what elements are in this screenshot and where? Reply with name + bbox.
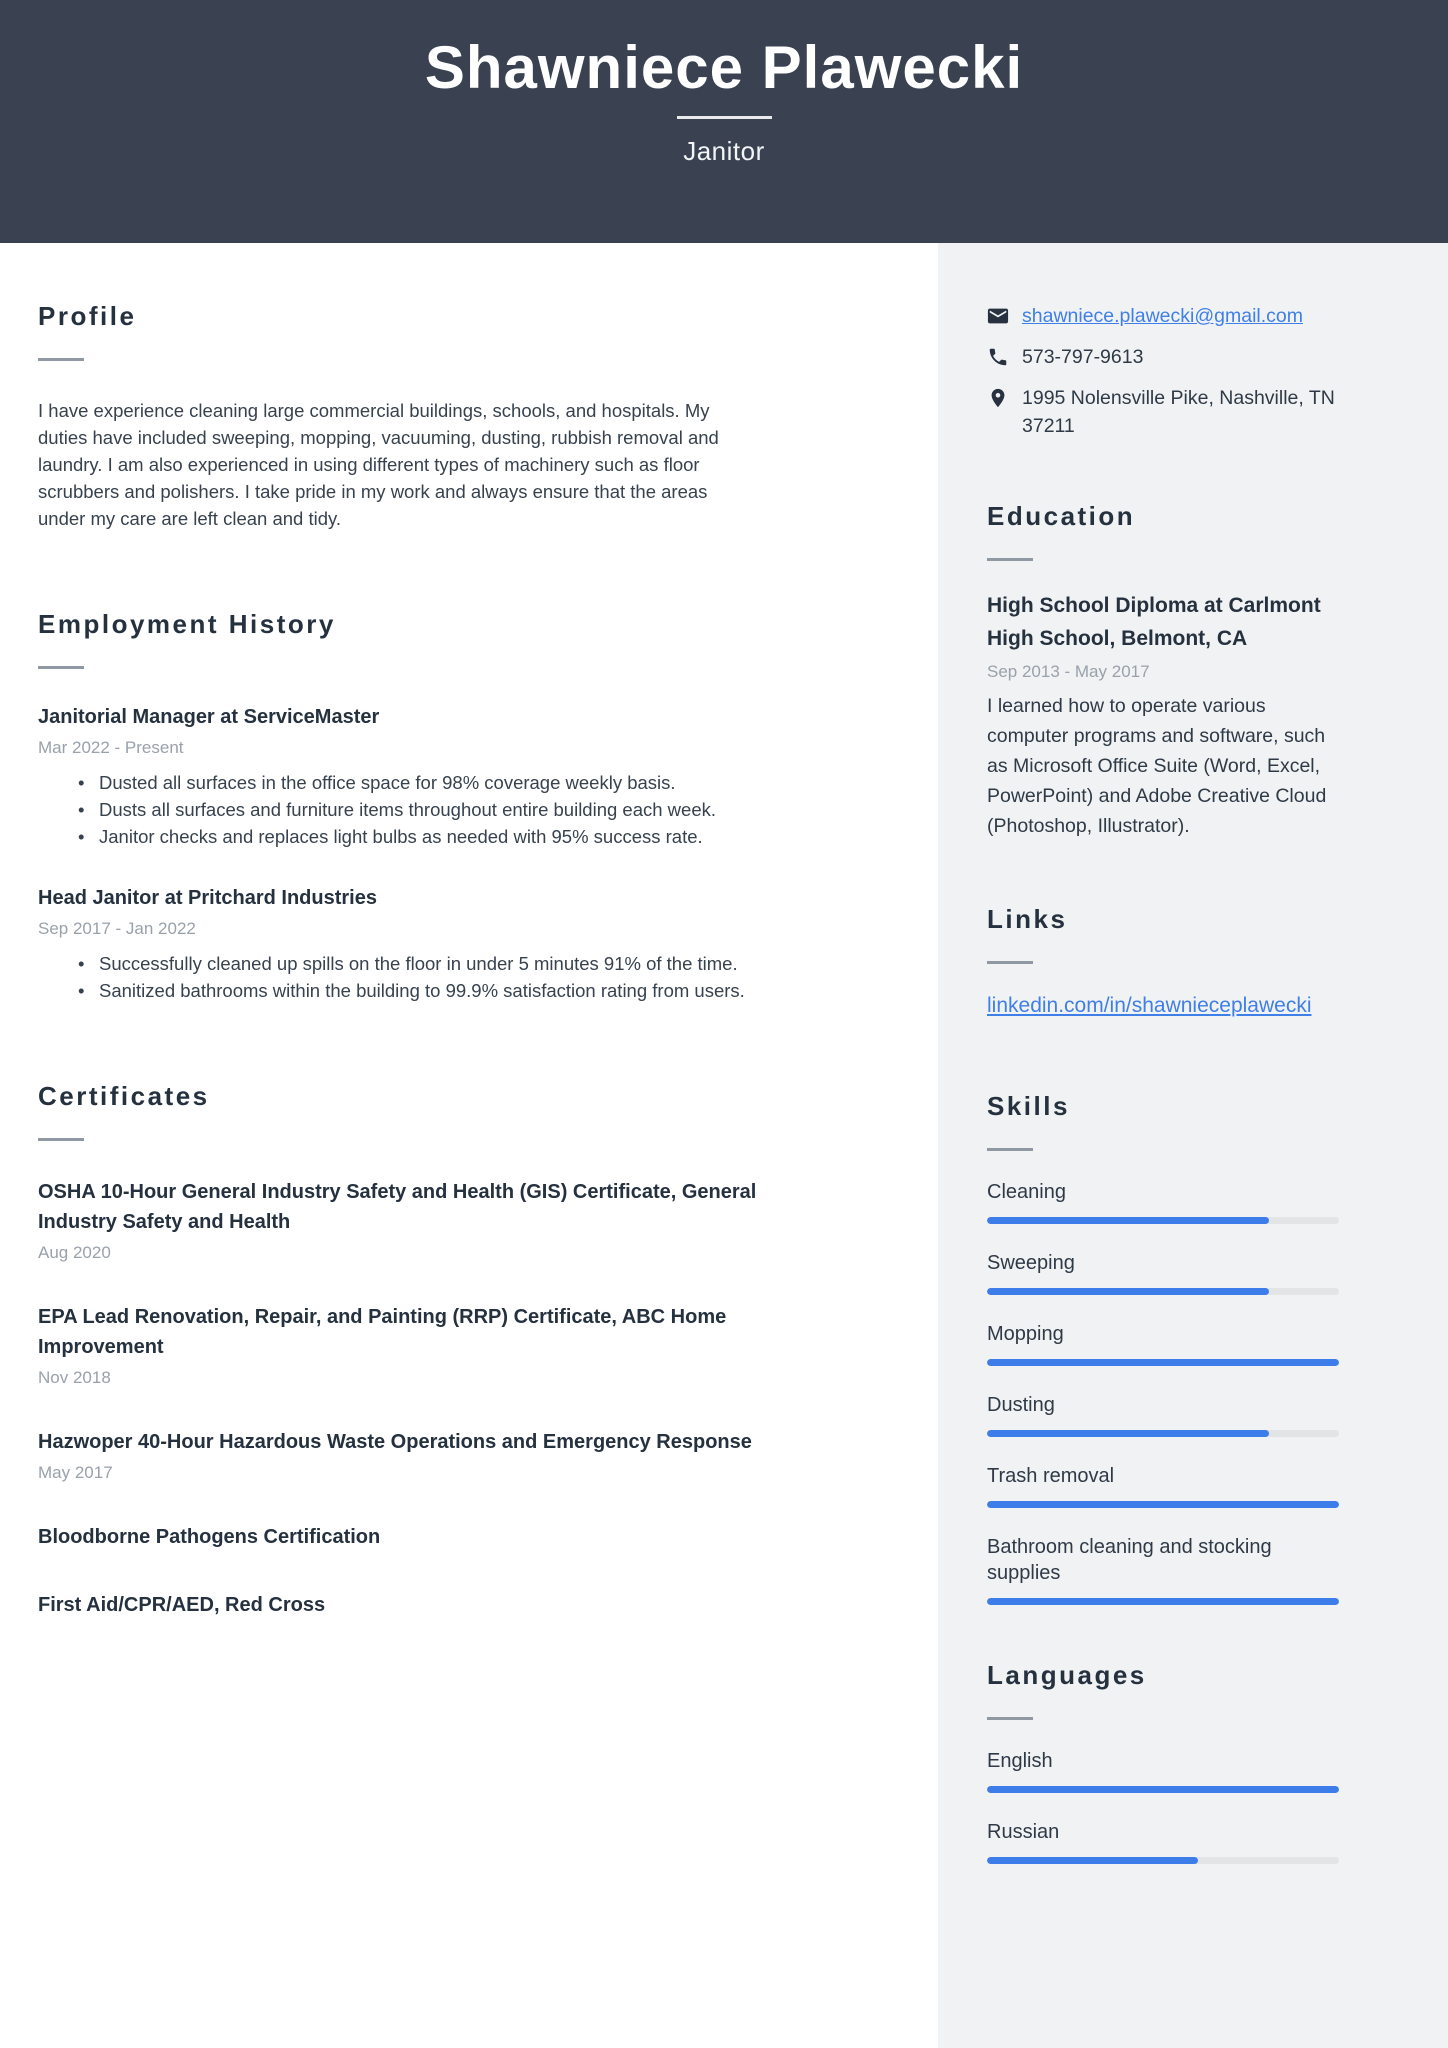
language-bar-fill — [987, 1786, 1339, 1793]
contact-block — [987, 302, 1339, 440]
language-name: Russian — [987, 1821, 1060, 1843]
section-divider — [987, 961, 1033, 964]
skills-section — [987, 1090, 1339, 1605]
language-item — [987, 1748, 1339, 1793]
job-title: Head Janitor at Pritchard Industries — [38, 887, 377, 909]
skill-bar — [987, 1430, 1339, 1437]
person-job-title: Janitor — [683, 136, 765, 166]
job-bullet: • Dusts all surfaces and furniture items throughout entire building each week. — [78, 796, 758, 823]
certificate-date: Aug 2020 — [38, 1243, 111, 1262]
languages-heading: Languages — [987, 1660, 1147, 1690]
job-bullet: • Janitor checks and replaces light bulbs as needed with 95% success rate. — [78, 823, 758, 850]
skill-item — [987, 1250, 1339, 1295]
education-section — [987, 500, 1339, 841]
job-entry — [38, 705, 758, 850]
links-section — [987, 903, 1339, 1020]
main-column — [0, 243, 938, 2048]
profile-section — [38, 300, 758, 532]
job-dates: Sep 2017 - Jan 2022 — [38, 919, 196, 938]
skill-bar-fill — [987, 1288, 1269, 1295]
links-heading: Links — [987, 904, 1068, 934]
skill-name: Bathroom cleaning and stocking supplies — [987, 1536, 1272, 1584]
skill-name: Dusting — [987, 1394, 1055, 1416]
certificate-entry — [38, 1427, 758, 1484]
section-divider — [987, 1717, 1033, 1720]
languages-section — [987, 1659, 1339, 1864]
education-degree: High School Diploma at Carlmont High School, Belmont, CA — [987, 594, 1321, 650]
section-divider — [38, 1138, 84, 1141]
certificate-date: May 2017 — [38, 1463, 113, 1482]
skill-bar — [987, 1288, 1339, 1295]
language-name: English — [987, 1750, 1053, 1772]
skill-name: Mopping — [987, 1323, 1064, 1345]
profile-heading: Profile — [38, 301, 137, 331]
certificate-entry — [38, 1522, 758, 1552]
language-item — [987, 1819, 1339, 1864]
language-bar-fill — [987, 1857, 1198, 1864]
skills-heading: Skills — [987, 1091, 1070, 1121]
certificate-entry — [38, 1302, 758, 1389]
certificates-section — [38, 1080, 758, 1620]
certificate-title: First Aid/CPR/AED, Red Cross — [38, 1594, 326, 1616]
skill-item — [987, 1392, 1339, 1437]
skill-bar-fill — [987, 1430, 1269, 1437]
certificate-title: OSHA 10-Hour General Industry Safety and Health (GIS) Certificate, General Industry Safety and Health — [38, 1181, 757, 1233]
skill-bar — [987, 1359, 1339, 1366]
certificate-title: Hazwoper 40-Hour Hazardous Waste Operations and Emergency Response — [38, 1431, 752, 1453]
skill-bar-fill — [987, 1217, 1269, 1224]
person-name: Shawniece Plawecki — [424, 34, 1024, 101]
email-link[interactable]: shawniece.plawecki@gmail.com — [1022, 305, 1303, 327]
skill-bar-fill — [987, 1501, 1339, 1508]
job-title: Janitorial Manager at ServiceMaster — [38, 706, 380, 728]
content-columns — [0, 243, 1448, 2048]
job-bullet: • Sanitized bathrooms within the building to 99.9% satisfaction rating from users. — [78, 977, 758, 1004]
profile-text: I have experience cleaning large commercial buildings, schools, and hospitals. My duties have included sweeping, mopping, vacuuming, dusting, rubbish removal and laundry. I am also experienced in using different types of machinery such as floor scrubbers and polishers. I take pride in my work and always ensure that the areas under my care are left clean and tidy. — [38, 400, 719, 529]
skill-name: Trash removal — [987, 1465, 1115, 1487]
section-divider — [987, 558, 1033, 561]
certificate-title: EPA Lead Renovation, Repair, and Painting (RRP) Certificate, ABC Home Improvement — [38, 1306, 727, 1358]
sidebar-column — [938, 243, 1448, 2048]
education-dates: Sep 2013 - May 2017 — [987, 662, 1150, 681]
address-text: 1995 Nolensville Pike, Nashville, TN 37211 — [1022, 387, 1335, 437]
employment-section — [38, 608, 758, 1004]
certificate-entry — [38, 1590, 758, 1620]
job-bullet-list — [78, 950, 758, 1004]
header — [0, 0, 1448, 243]
section-divider — [987, 1148, 1033, 1151]
certificate-date: Nov 2018 — [38, 1368, 111, 1387]
job-bullet: • Dusted all surfaces in the office space for 98% coverage weekly basis. — [78, 769, 758, 796]
skill-name: Cleaning — [987, 1181, 1066, 1203]
education-description: I learned how to operate various computer programs and software, such as Microsoft Office Suite (Word, Excel, PowerPoint) and Adobe Creative Cloud (Photoshop, Illustrator). — [987, 695, 1327, 837]
contact-email-row — [987, 302, 1339, 330]
skill-item — [987, 1534, 1339, 1605]
contact-phone-row — [987, 343, 1339, 371]
education-heading: Education — [987, 501, 1136, 531]
phone-number: 573-797-9613 — [1022, 346, 1144, 368]
job-entry — [38, 886, 758, 1004]
skill-bar-fill — [987, 1598, 1339, 1605]
email-icon — [987, 305, 1009, 327]
skill-item — [987, 1321, 1339, 1366]
section-divider — [38, 358, 84, 361]
location-icon — [987, 387, 1009, 409]
employment-heading: Employment History — [38, 609, 336, 639]
skill-bar — [987, 1217, 1339, 1224]
language-bar — [987, 1857, 1339, 1864]
contact-address-row — [987, 384, 1339, 440]
certificate-entry — [38, 1177, 758, 1264]
job-bullet: • Successfully cleaned up spills on the floor in under 5 minutes 91% of the time. — [78, 950, 758, 977]
skill-bar-fill — [987, 1359, 1339, 1366]
language-bar — [987, 1786, 1339, 1793]
job-dates: Mar 2022 - Present — [38, 738, 184, 757]
skill-item — [987, 1463, 1339, 1508]
skill-item — [987, 1179, 1339, 1224]
certificate-title: Bloodborne Pathogens Certification — [38, 1526, 381, 1548]
skill-name: Sweeping — [987, 1252, 1075, 1274]
linkedin-link[interactable]: linkedin.com/in/shawnieceplawecki — [987, 994, 1312, 1017]
section-divider — [38, 666, 84, 669]
phone-icon — [987, 346, 1009, 368]
skill-bar — [987, 1501, 1339, 1508]
job-bullet-list — [78, 769, 758, 850]
skill-bar — [987, 1598, 1339, 1605]
name-divider — [677, 116, 772, 119]
certificates-heading: Certificates — [38, 1081, 210, 1111]
